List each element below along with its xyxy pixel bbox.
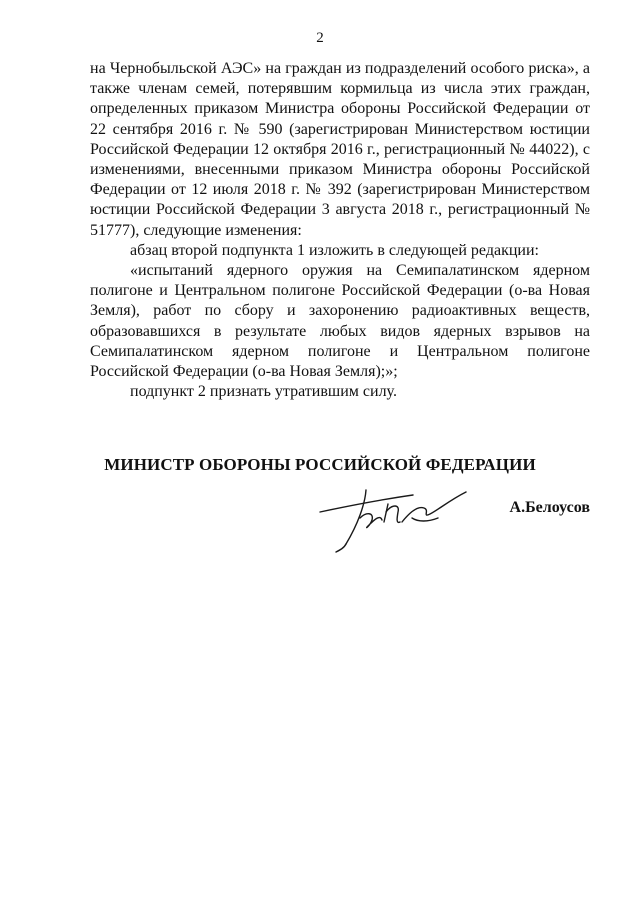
body-paragraph-1: на Чернобыльской АЭС» на граждан из подразделений особого риска», а также членам семей, потерявшим кормильца из числа этих граждан, определенных приказом Министра обороны Российской Федерации от 22 сентября 2016 г. № 590 (зарегистрирован Министерством юстиции Российской Федерации 12 октября 2016 г., регистрационный № 44022), с изменениями, внесенными приказом Министра обороны Российской Федерации от 12 июля 2018 г. № 392 (зарегистрирован Министерством юстиции Российской Федерации 3 августа 2018 г., регистрационный № 51777), следующие изменения: [90,60,590,239]
page-number: 2 [316,30,324,46]
signatory-name: А.Белоусов [509,499,590,516]
handwritten-signature-icon [318,482,478,562]
body-paragraph-3: «испытаний ядерного оружия на Семипалатинском ядерном полигоне и Центральном полигоне Российской Федерации (о-ва Новая Земля), работ по сбору и захоронению радиоактивных веществ, образовавшихся в результате любых видов ядерных взрывов на Семипалатинском ядерном полигоне и Центральном полигоне Российской Федерации (о-ва Новая Земля);»; [90,262,590,381]
body-paragraph-2: абзац второй подпункта 1 изложить в следующей редакции: [130,241,539,259]
document-body [90,59,590,402]
signatory-title: МИНИСТР ОБОРОНЫ РОССИЙСКОЙ ФЕДЕРАЦИИ [104,455,536,474]
body-paragraph-4: подпункт 2 признать утратившим силу. [130,383,397,401]
